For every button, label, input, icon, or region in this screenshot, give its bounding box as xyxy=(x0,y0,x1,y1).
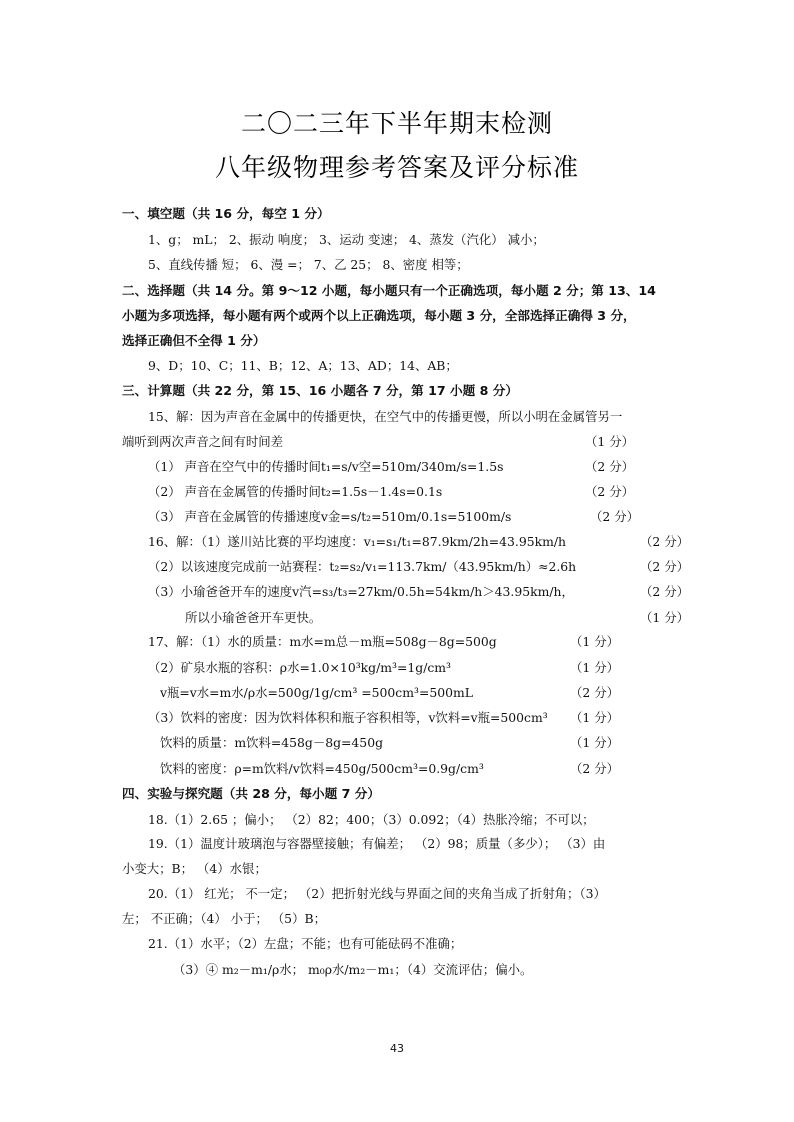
score-label: （1 分） xyxy=(585,434,634,449)
score-label: （2 分） xyxy=(640,534,689,549)
answer-line: 16、解：（1）遂川站比赛的平均速度：v₁=s₁/t₁=87.9km/2h=43.95km/h xyxy=(148,534,567,549)
page-number: 43 xyxy=(390,1042,404,1055)
answer-line: （2）矿泉水瓶的容积：ρ水=1.0×10³kg/m³=1g/cm³ xyxy=(148,660,452,675)
answer-line: （3）饮料的密度：因为饮料体积和瓶子容积相等，v饮料=v瓶=500cm³ xyxy=(148,710,548,725)
answer-line: 饮料的质量：m饮料=458g－8g=450g xyxy=(160,735,384,750)
answer-line: （1） 声音在空气中的传播时间t₁=s/v空=510m/340m/s=1.5s xyxy=(148,459,504,474)
page-subtitle: 八年级物理参考答案及评分标准 xyxy=(214,153,579,182)
score-label: （2 分） xyxy=(640,559,689,574)
answer-line: 左； 不正确；（4） 小于； （5）B； xyxy=(122,911,326,926)
answer-line: 饮料的密度：ρ=m饮料/v饮料=450g/500cm³=0.9g/cm³ xyxy=(160,761,484,776)
score-label: （1 分） xyxy=(570,710,619,725)
answer-line: （2） 声音在金属管的传播时间t₂=1.5s－1.4s=0.1s xyxy=(148,484,443,499)
answer-line: 5、直线传播 短； 6、漫 =； 7、乙 25； 8、密度 相等； xyxy=(148,257,469,272)
section-heading: 四、实验与探究题（共 28 分，每小题 7 分） xyxy=(122,786,380,801)
section-heading: 小题为多项选择，每小题有两个或两个以上正确选项，每小题 3 分，全部选择正确得 3 分， xyxy=(122,308,636,323)
answer-line: （3） 声音在金属管的传播速度v金=s/t₂=510m/0.1s=5100m/s xyxy=(148,509,512,524)
section-heading: 一、填空题（共 16 分，每空 1 分） xyxy=(122,206,330,221)
score-label: （1 分） xyxy=(570,634,619,649)
answer-line: v瓶=v水=m水/ρ水=500g/1g/cm³ =500cm³=500mL xyxy=(160,685,473,700)
section-heading: 二、选择题（共 14 分。第 9～12 小题，每小题只有一个正确选项，每小题 2 分；第 13、14 xyxy=(122,283,656,298)
answer-line: （2）以该速度完成前一站赛程：t₂=s₂/v₁=113.7km/（43.95km/h）≈2.6h xyxy=(148,559,577,574)
answer-line: 小变大；B； （4）水银； xyxy=(122,861,267,876)
answer-line: （3）④ m₂－m₁/ρ水； m₀ρ水/m₂－m₁；（4）交流评估；偏小。 xyxy=(173,962,533,977)
score-label: （2 分） xyxy=(585,484,634,499)
section-heading: 三、计算题（共 22 分，第 15、16 小题各 7 分，第 17 小题 8 分） xyxy=(122,383,518,398)
answer-line: 21.（1）水平；（2）左盘；不能；也有可能砝码不准确； xyxy=(148,936,463,951)
score-label: （2 分） xyxy=(570,685,619,700)
score-label: （2 分） xyxy=(585,459,634,474)
answer-line: 所以小瑜爸爸开车更快。 xyxy=(185,610,322,625)
score-label: （2 分） xyxy=(570,761,619,776)
answer-line: 端听到两次声音之间有时间差 xyxy=(122,434,284,449)
score-label: （1 分） xyxy=(570,660,619,675)
section-heading: 选择正确但不全得 1 分） xyxy=(122,333,266,348)
page-title: 二〇二三年下半年期末检测 xyxy=(240,109,553,138)
answer-line: 17、解：（1）水的质量：m水=m总－m瓶=508g－8g=500g xyxy=(148,634,497,649)
answer-line: 1、g； mL； 2、振动 响度； 3、运动 变速； 4、蒸发（汽化） 减小； xyxy=(148,232,545,247)
answer-line: 19.（1）温度计玻璃泡与容器壁接触；有偏差； （2）98；质量（多少）； （3）由 xyxy=(148,836,606,851)
score-label: （2 分） xyxy=(640,584,689,599)
answer-line: 9、D；10、C；11、B；12、A；13、AD；14、AB； xyxy=(148,358,458,373)
answer-line: 15、解：因为声音在金属中的传播更快，在空气中的传播更慢，所以小明在金属管另一 xyxy=(148,409,623,424)
answer-line: 20.（1） 红光； 不一定； （2）把折射光线与界面之间的夹角当成了折射角；（3） xyxy=(148,886,606,901)
score-label: （2 分） xyxy=(590,509,639,524)
answer-line: （3）小瑜爸爸开车的速度v汽=s₃/t₃=27km/0.5h=54km/h＞43.95km/h， xyxy=(148,584,574,599)
score-label: （1 分） xyxy=(570,735,619,750)
score-label: （1 分） xyxy=(640,610,689,625)
answer-line: 18.（1）2.65 ；偏小； （2）82；400；（3）0.092；（4）热胀冷缩；不可以； xyxy=(148,812,595,827)
